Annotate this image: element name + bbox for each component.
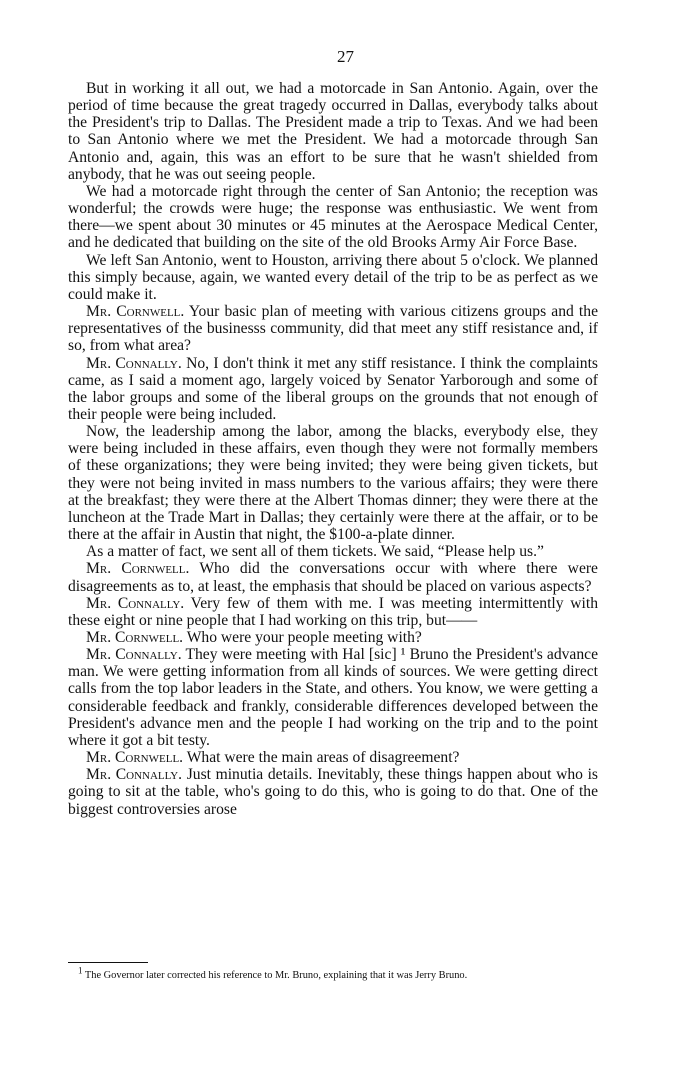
paragraph-text: They were meeting with Hal [sic] ¹ Bruno the President's advance man. We were getting information from all kinds of sources. We were getting direct calls from the top labor leaders in the State, and others. You know, we were getting a considerable feedback and frankly, considerable differences developed between the President's advance men and the people I had working on the trip and to the point where it got a bit testy. bbox=[68, 646, 598, 749]
paragraph bbox=[68, 629, 598, 646]
speaker-name: Mr. Cornwell. bbox=[86, 629, 184, 646]
speaker-name: Mr. Connally. bbox=[86, 646, 182, 664]
speaker-name: Mr. Cornwell. bbox=[86, 303, 185, 321]
paragraph bbox=[68, 252, 598, 303]
paragraph-text: Who were your people meeting with? bbox=[186, 629, 422, 646]
paragraph-text: Now, the leadership among the labor, among the blacks, everybody else, they were being included in these affairs, even though they were not formally members of these organizations; they were being invited; they were being given tickets, but they were not being invited in mass numbers to the various affairs; they were there at the breakfast; they were there at the Albert Thomas dinner; they were there at the luncheon at the Trade Mart in Dallas; they certainly were there at the affair, or to be there at the affair in Austin that night, the $100-a-plate dinner. bbox=[68, 423, 598, 544]
paragraph-text: As a matter of fact, we sent all of them tickets. We said, “Please help us.” bbox=[86, 543, 544, 561]
paragraph-text: Who did the conversations occur with where there were disagreements as to, at least, the emphasis that should be placed on various aspects? bbox=[68, 560, 598, 595]
paragraph-text: But in working it all out, we had a motorcade in San Antonio. Again, over the period of time because the great tragedy occurred in Dallas, everybody talks about the President's trip to Dallas. The President made a trip to Texas. And we had been to San Antonio where we met the President. We had a motorcade through San Antonio and, again, this was an effort to be sure that he wasn't shielded from anybody, that he was out seeing people. bbox=[68, 80, 598, 183]
speaker-name: Mr. Connally. bbox=[86, 766, 183, 784]
footnote-text: The Governor later corrected his reference to Mr. Bruno, explaining that it was Jerry Bruno. bbox=[84, 970, 468, 981]
speaker-name: Mr. Connally. bbox=[86, 594, 185, 612]
paragraph bbox=[68, 560, 598, 594]
paragraph-text: No, I don't think it met any stiff resistance. I think the complaints came, as I said a moment ago, largely voiced by Senator Yarborough and some of the labor groups and some of the liberal groups on the grounds that not enough of their people were being included. bbox=[68, 354, 598, 423]
speaker-name: Mr. Connally. bbox=[86, 354, 182, 372]
paragraph-text: What were the main areas of disagreement? bbox=[186, 749, 460, 767]
paragraph bbox=[68, 749, 598, 766]
paragraph bbox=[68, 595, 598, 629]
paragraph-text: Your basic plan of meeting with various citizens groups and the representatives of the businesss community, did that meet any stiff resistance and, if so, from what area? bbox=[68, 303, 598, 355]
footnote-divider bbox=[68, 962, 148, 963]
paragraph-text: We left San Antonio, went to Houston, arriving there about 5 o'clock. We planned this simply because, again, we wanted every detail of the trip to be as perfect as we could make it. bbox=[68, 251, 598, 303]
paragraph bbox=[68, 183, 598, 252]
paragraph-text: Very few of them with me. I was meeting intermittently with these eight or nine people that I had working on this trip, but—— bbox=[68, 594, 598, 629]
paragraph bbox=[68, 766, 598, 817]
paragraph bbox=[68, 303, 598, 354]
paragraph-text: Just minutia details. Inevitably, these things happen about who is going to sit at the table, who's going to do this, who is going to do that. One of the biggest controversies arose bbox=[68, 766, 598, 818]
speaker-name: Mr. Cornwell. bbox=[86, 560, 190, 578]
paragraph bbox=[68, 646, 598, 749]
paragraph bbox=[68, 80, 598, 183]
speaker-name: Mr. Cornwell. bbox=[86, 749, 184, 767]
footnote bbox=[68, 965, 608, 982]
page-number: 27 bbox=[337, 47, 354, 66]
paragraph-text: We had a motorcade right through the center of San Antonio; the reception was wonderful; the crowds were huge; the response was enthusiastic. We went from there—we spent about 30 minutes or 45 minutes at the Aerospace Medical Center, and he dedicated that building on the site of the old Brooks Army Air Force Base. bbox=[68, 182, 598, 252]
paragraph bbox=[68, 423, 598, 543]
paragraph bbox=[68, 543, 598, 560]
footnote-marker: 1 bbox=[78, 965, 83, 976]
paragraph bbox=[68, 355, 598, 424]
transcript-body bbox=[68, 80, 598, 818]
